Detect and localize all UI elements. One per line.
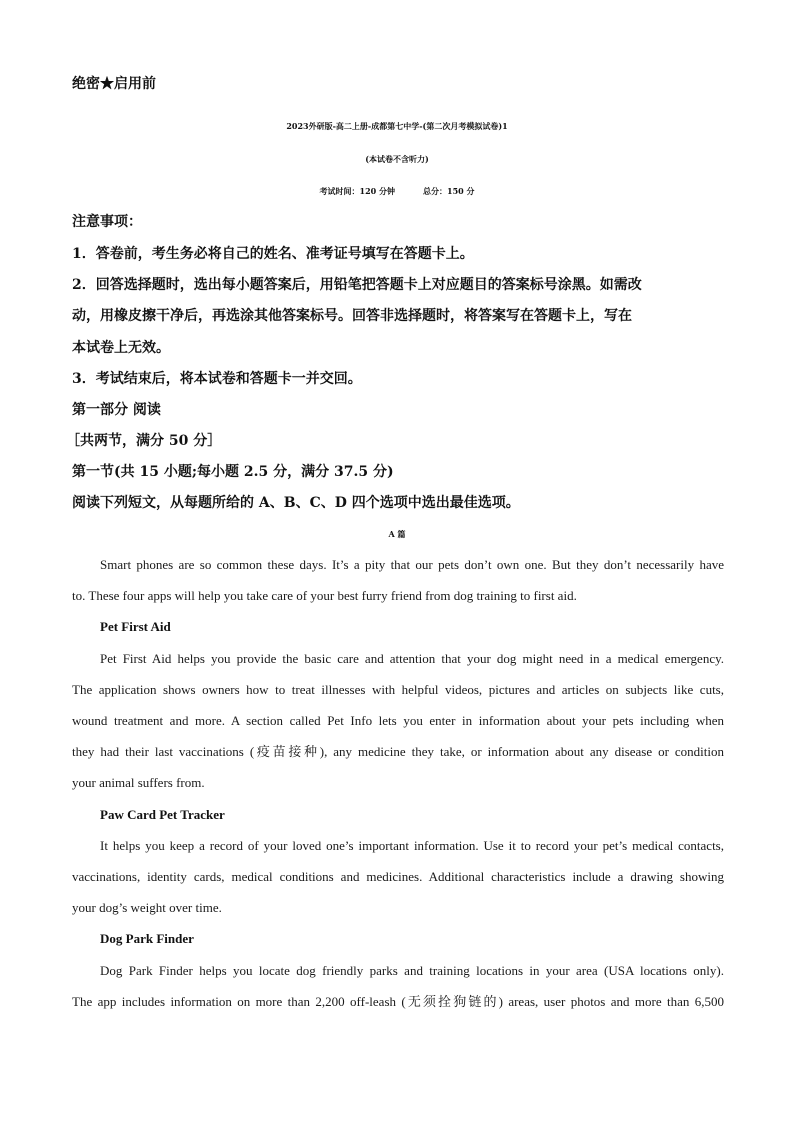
app-2-line-3: your dog’s weight over time. [72, 900, 222, 915]
passage-label: A 篇 [388, 529, 406, 539]
app-1-line-3: wound treatment and more. A section called Pet Info lets you enter in information about your pets including when [72, 713, 724, 728]
exam-title: 2023外研版-高二上册-成都第七中学-(第二次月考模拟试卷)1 [286, 121, 508, 131]
app-2-line-2: vaccinations, identity cards, medical conditions and medicines. Additional characteristics include a drawing showing [72, 869, 724, 884]
part-1-scope: ［共两节，满分 50 分］ [66, 433, 222, 449]
app-1-line-2: The application shows owners how to treat illnesses with helpful videos, pictures and articles on subjects like cuts, [72, 682, 724, 697]
notice-item-1: 1．答卷前，考生务必将自己的姓名、准考证号填写在答题卡上。 [72, 246, 474, 262]
notice-item-2-line-1: 2．回答选择题时，选出每小题答案后，用铅笔把答题卡上对应题目的答案标号涂黑。如需改 [72, 277, 642, 293]
section-1-heading: 第一节(共 15 小题;每小题 2.5 分，满分 37.5 分) [72, 464, 394, 480]
intro-line-1: Smart phones are so common these days. It’s a pity that our pets don’t own one. But they don’t necessarily have [100, 557, 724, 572]
app-3-title: Dog Park Finder [100, 931, 194, 946]
part-1-heading: 第一部分 阅读 [72, 402, 161, 418]
exam-info [0, 181, 794, 201]
notice-heading: 注意事项： [72, 214, 142, 230]
notice-item-3: 3．考试结束后，将本试卷和答题卡一并交回。 [72, 371, 362, 387]
intro-line-2: to. These four apps will help you take care of your best furry friend from dog training to first aid. [72, 588, 577, 603]
app-1-line-1: Pet First Aid helps you provide the basic care and attention that your dog might need in a medical emergency. [100, 651, 724, 666]
app-1-line-5: your animal suffers from. [72, 775, 205, 790]
reading-instruction: 阅读下列短文，从每题所给的 A、B、C、D 四个选项中选出最佳选项。 [72, 495, 520, 511]
total-score: 总分：150 分 [423, 186, 475, 196]
notice-item-2-line-2: 动，用橡皮擦干净后，再选涂其他答案标号。回答非选择题时，将答案写在答题卡上，写在 [72, 308, 632, 324]
app-1-line-4: they had their last vaccinations (疫苗接种), any medicine they take, or information about any disease or condition [72, 744, 724, 759]
app-3-line-1: Dog Park Finder helps you locate dog friendly parks and training locations in your area (USA locations only). [100, 963, 724, 978]
exam-subtitle: (本试卷不含听力) [365, 154, 429, 164]
exam-time: 考试时间：120 分钟 [319, 186, 395, 196]
app-2-line-1: It helps you keep a record of your loved one’s important information. Use it to record your pet’s medical contacts, [100, 838, 724, 853]
confidential-label: 绝密★启用前 [72, 76, 156, 92]
app-1-title: Pet First Aid [100, 619, 171, 634]
app-3-line-2: The app includes information on more than 2,200 off-leash (无须拴狗链的) areas, user photos and more than 6,500 [72, 994, 724, 1009]
notice-item-2-line-3: 本试卷上无效。 [72, 340, 170, 356]
app-2-title: Paw Card Pet Tracker [100, 807, 225, 822]
